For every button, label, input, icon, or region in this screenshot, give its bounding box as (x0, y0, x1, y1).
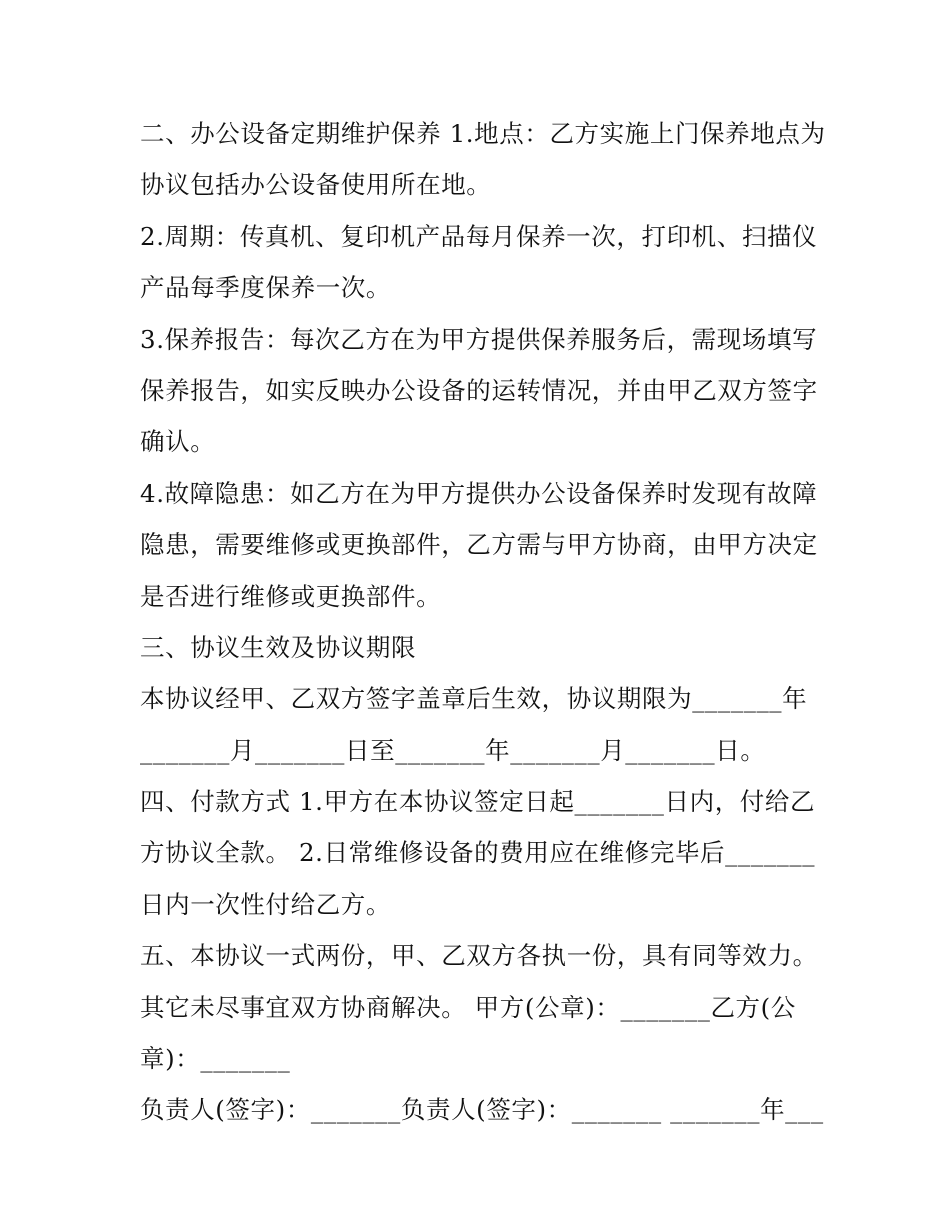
text-line: 日内一次性付给乙方。 (140, 889, 391, 919)
text-line: 本协议经甲、乙双方签字盖章后生效，协议期限为_______年 (140, 684, 808, 714)
section-2-heading-line: 二、办公设备定期维护保养 1.地点：乙方实施上门保养地点为 (140, 119, 826, 148)
text-line: 是否进行维修或更换部件。 (140, 581, 442, 611)
text-line: 章)：_______ (140, 1044, 291, 1074)
text-line: _______月_______日至_______年_______月_______日。 (140, 735, 766, 765)
text-line: 保养报告，如实反映办公设备的运转情况，并由甲乙双方签字 (140, 375, 818, 405)
section-3-heading: 三、协议生效及协议期限 (140, 632, 417, 662)
text-line: 2.周期：传真机、复印机产品每月保养一次，打印机、扫描仪 (140, 221, 818, 251)
text-line: 4.故障隐患：如乙方在为甲方提供办公设备保养时发现有故障 (140, 478, 818, 508)
text-line: 协议包括办公设备使用所在地。 (140, 170, 492, 200)
text-line: 其它未尽事宜双方协商解决。 甲方(公章)：_______乙方(公 (140, 992, 796, 1022)
document-body (140, 108, 826, 1136)
text-line: 3.保养报告：每次乙方在为甲方提供保养服务后，需现场填写 (140, 324, 818, 354)
section-4-heading-line: 四、付款方式 1.甲方在本协议签定日起_______日内，付给乙 (140, 787, 816, 817)
section-5-heading-line: 五、本协议一式两份，甲、乙双方各执一份，具有同等效力。 (140, 941, 818, 971)
text-line: 产品每季度保养一次。 (140, 273, 391, 303)
signature-line: 负责人(签字)：_______负责人(签字)：_______ _______年___ (140, 1095, 824, 1125)
text-line: 确认。 (140, 427, 216, 457)
text-line: 方协议全款。 2.日常维修设备的费用应在维修完毕后_______ (140, 838, 816, 868)
text-line: 隐患，需要维修或更换部件，乙方需与甲方协商，由甲方决定 (140, 530, 818, 560)
